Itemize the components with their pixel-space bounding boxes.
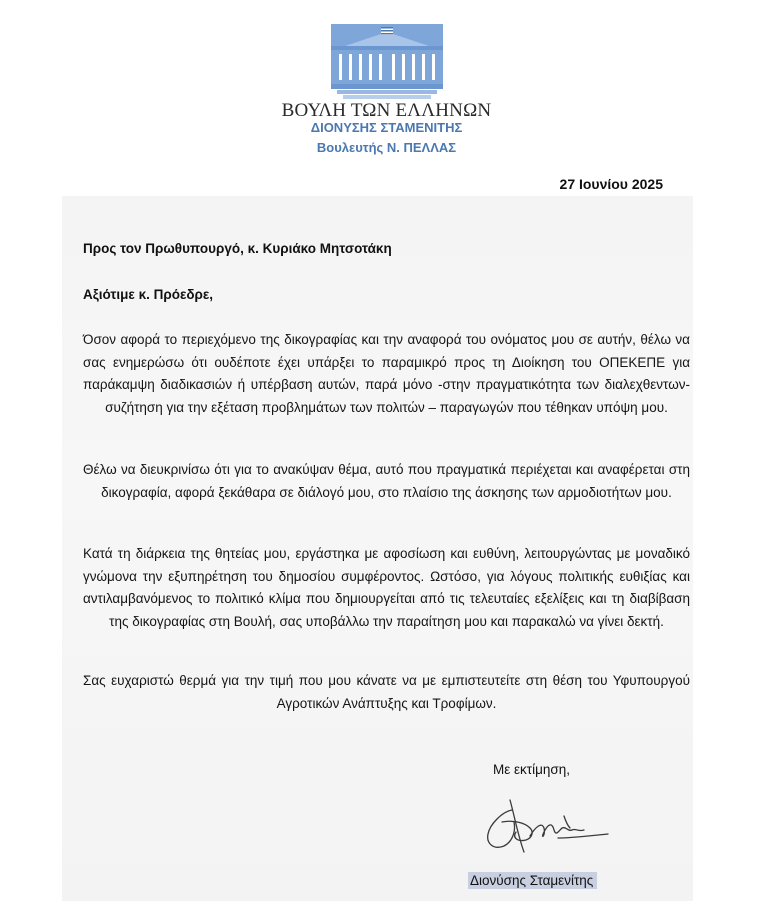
handwritten-signature <box>472 792 614 862</box>
recipient-line: Προς τον Πρωθυπουργό, κ. Κυριάκο Μητσοτάκη <box>83 241 392 256</box>
parliament-emblem-icon <box>331 24 443 100</box>
mp-role: Βουλευτής Ν. ΠΕΛΛΑΣ <box>316 140 457 155</box>
mp-name: ΔΙΟΝΥΣΗΣ ΣΤΑΜΕΝΙΤΗΣ <box>310 120 463 135</box>
letter-date: 27 Ιουνίου 2025 <box>559 176 663 192</box>
signer-name: Διονύσης Σταμενίτης <box>468 872 597 889</box>
body-paragraph-2: Θέλω να διευκρινίσω ότι για το ανακύψαν θέμα, αυτό που πραγματικά περιέχεται και αναφέρεται στη δικογραφία, αφορά ξεκάθαρα σε διάλογό μου, στο πλαίσιο της άσκησης των αρμοδιοτήτων μου. <box>83 462 690 500</box>
body-paragraph-1: Όσον αφορά το περιεχόμενο της δικογραφίας και την αναφορά του ονόματος μου σε αυτήν, θέλω να σας ενημερώσω ότι ουδέποτε έχει υπάρξει το παραμικρό προς τη Διοίκηση του ΟΠΕΚΕΠΕ για παράκαμψη διαδικασιών ή υπέρβαση αυτών, παρά μόνο -στην πραγματικότητα των διαλεχθεντων- συζήτηση για την εξέταση προβλημάτων των πολιτών – παραγωγών που τέθηκαν υπόψη μου. <box>83 332 690 415</box>
institution-name: ΒΟΥΛΗ ΤΩΝ ΕΛΛΗΝΩΝ <box>281 100 492 121</box>
body-paragraph-4: Σας ευχαριστώ θερμά για την τιμή που μου κάνατε να με εμπιστευτείτε στη θέση του Υφυπουργού Αγροτικών Ανάπτυξης και Τροφίμων. <box>83 673 690 711</box>
salutation: Αξιότιμε κ. Πρόεδρε, <box>83 287 214 302</box>
closing-line: Με εκτίμηση, <box>493 762 570 777</box>
body-paragraph-3: Κατά τη διάρκεια της θητείας μου, εργάστηκα με αφοσίωση και ευθύνη, λειτουργώντας με μοναδικό γνώμονα την εξυπηρέτηση του δημοσίου συμφέροντος. Ωστόσο, για λόγους πολιτικής ευθιξίας και αντιλαμβανόμενος το πολιτικό κλίμα που δημιουργείται από τις τελευταίες εξελίξεις και τη διαβίβαση της δικογραφίας στη Βουλή, σας υποβάλλω την παραίτηση μου και παρακαλώ να γίνει δεκτή. <box>83 546 690 629</box>
